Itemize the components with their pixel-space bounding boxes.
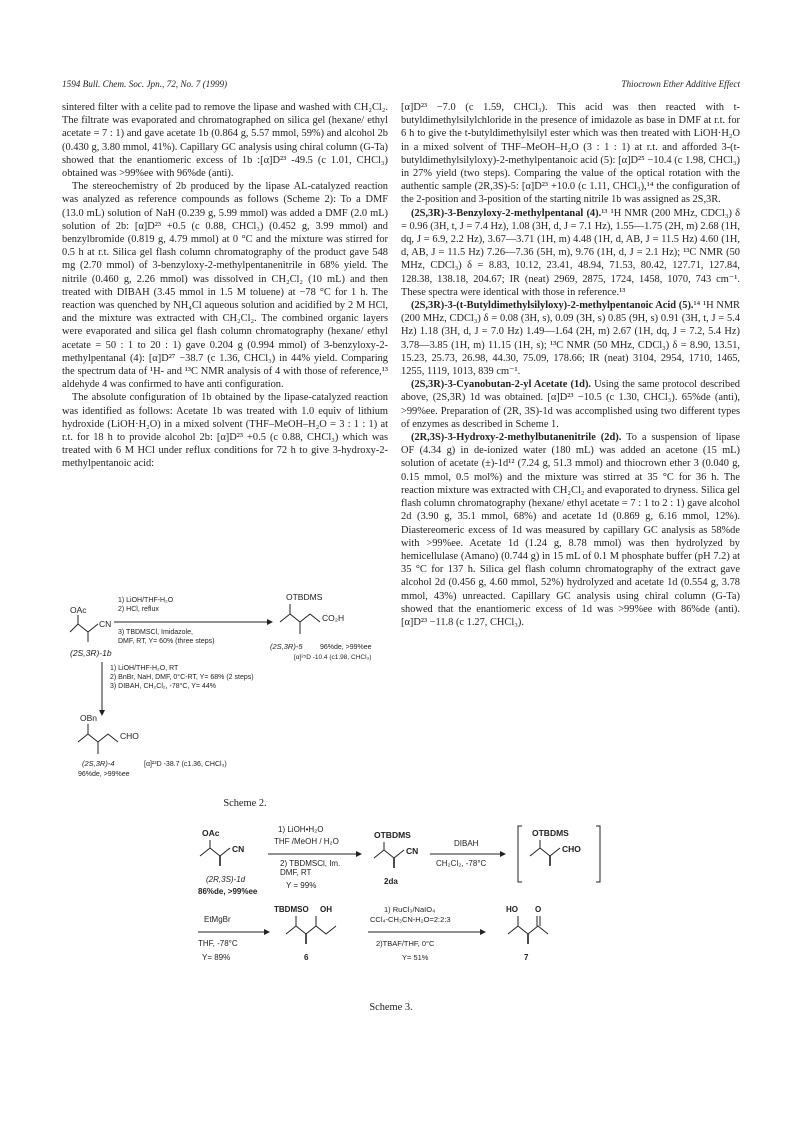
paragraph-text: ¹³ ¹H NMR (200 MHz, CDCl₃) δ = 0.96 (3H, t, J = 7.4 Hz), 1.08 (3H, d, J = 7.1 Hz), 1.55—1.75 (2H, m) 2.68 (1H, dq, J = 6.9, 2.2 Hz), 3.67—3.71 (1H, m) 4.48 (1H, d, AB, J = 11.5 Hz) 4.60 (1H, d, AB, J = 11.5 Hz) 7.26—7.36 (5H, m), 9.76 (1H, d, J = 2.1 Hz); ¹³C NMR (50 MHz, CDCl₃) δ = 8.83, 10.12, 23.41, 48.94, 71.53, 80.42, 127.71, 127.84, 128.38, 138.18, 204.67; IR (neat) 2969, 2875, 1724, 1458, 1070, 743 cm⁻¹. These spectra were identical with those in reference.¹³ — [401, 207, 740, 298]
compound-heading: (2S,3R)-3-(t-Butyldimethylsilyloxy)-2-methylpentanoic Acid (5). — [411, 300, 694, 312]
scheme3-int1-cn: CN — [406, 846, 419, 856]
scheme2-start-oac: OAc — [70, 605, 87, 615]
scheme3-step2-line1: DIBAH — [454, 839, 479, 848]
scheme-3 — [178, 822, 618, 1002]
scheme2-start-structure — [70, 605, 112, 658]
scheme3-start-purity: 86%de, >99%ee — [198, 887, 258, 896]
scheme3-int1-label: 2da — [384, 877, 398, 886]
scheme2-aldehyde-cho: CHO — [120, 731, 139, 741]
scheme3-product-ho: HO — [506, 905, 518, 914]
scheme3-start-oac: OAc — [202, 828, 220, 838]
scheme3-step4-yield: Y= 51% — [402, 953, 429, 962]
scheme2-step2-line2: 2) BnBr, NaH, DMF, 0°C-RT, Y= 68% (2 steps) — [110, 674, 254, 681]
scheme3-step1-yield: Y = 99% — [286, 881, 317, 890]
scheme2-step1-line2: 2) HCl, reflux — [118, 606, 159, 613]
paragraph-text: sintered filter with a celite pad to remove the lipase and washed with CH₂Cl₂. The filtrate was evaporated and chromatographed on silica gel (hexane/ ethyl acetate = 7 : 1) and gave acetate 1b (0.864 g, 5.57 mmol, 59%) and alcohol 2b (0.430 g, 3.80 mmol, 41%). Capillary GC analysis using chiral column (G-Ta) showed that the enantiomeric excess of 1b :[α]D²³ -49.5 (c 1.01, CHCl₃) obtained was >99%ee with 96%de (anti). — [62, 102, 388, 180]
scheme2-step2-line3: 3) DIBAH, CH₂Cl₂, -78°C, Y= 44% — [110, 683, 216, 690]
scheme3-step1-line4: DMF, RT — [280, 868, 312, 877]
scheme2-step1-line1: 1) LiOH/THF-H₂O — [118, 597, 174, 604]
scheme-3-caption: Scheme 3. — [369, 1002, 413, 1013]
paragraph-text: ¹⁴ ¹H NMR (200 MHz, CDCl₃) δ = 0.08 (3H, s), 0.09 (3H, s) 0.85 (9H, s) 0.91 (3H, t, J = 5.4 Hz) 1.18 (3H, d, J = 7.0 Hz) 1.49—1.64 (2H, m) 2.67 (1H, dq, J = 7.2, 5.4 Hz) 3.78—3.85 (1H, m) 11.15 (1H, s); ¹³C NMR (50 MHz, CDCl₃) δ = 8.90, 13.51, 15.23, 25.73, 26.98, 44.30, 75.09, 178.66; IR (neat) 3104, 2954, 1710, 1465, 1255, 1119, 1013, 839 cm⁻¹. — [401, 300, 740, 378]
scheme2-step1-line3: 3) TBDMSCl, Imidazole, — [118, 629, 193, 636]
scheme3-step1-line2: THF /MeOH / H₂O — [274, 837, 339, 846]
scheme3-step4-line2: CCl₄-CH₃CN-H₂O=2:2:3 — [370, 915, 451, 924]
compound-heading: (2S,3R)-3-Cyanobutan-2-yl Acetate (1d). — [411, 379, 592, 391]
scheme3-int3-tbdmso: TBDMSO — [274, 905, 309, 914]
scheme2-acid-otbdms: OTBDMS — [286, 592, 323, 602]
scheme3-step3-line2: THF, -78°C — [198, 939, 238, 948]
scheme3-int3-structure — [274, 905, 336, 962]
scheme-2-caption: Scheme 2. — [223, 798, 267, 809]
scheme2-aldehyde-purity: 96%de, >99%ee — [78, 771, 130, 778]
paragraph-text: Using the same protocol described above, (2S,3R) 1d was obtained. [α]D²³ −10.5 (c 1.30, CHCl₃). 65%de (anti), >99%ee. Preparation of (2R, 3S)-1d was accomplished using two different types of enzymes as described in Scheme 1. — [401, 379, 741, 430]
scheme3-step4-line3: 2)TBAF/THF, 0°C — [376, 939, 435, 948]
compound-heading: (2R,3S)-3-Hydroxy-2-methylbutanenitrile (2d). — [411, 432, 622, 444]
scheme2-start-cn: CN — [99, 619, 112, 629]
scheme3-step3-line1: EtMgBr — [204, 915, 231, 924]
scheme3-product-o: O — [535, 905, 542, 914]
left-column — [62, 101, 388, 471]
scheme3-int2-otbdms: OTBDMS — [532, 828, 569, 838]
scheme3-product-label: 7 — [524, 953, 529, 962]
scheme3-int3-oh: OH — [320, 905, 332, 914]
scheme2-aldehyde-obn: OBn — [80, 713, 98, 723]
scheme2-acid-structure — [270, 592, 372, 661]
scheme3-start-label: (2R,3S)-1d — [206, 875, 246, 884]
page-header — [62, 79, 740, 93]
scheme3-step1-line1: 1) LiOH•H₂O — [278, 825, 324, 834]
scheme3-int1-structure — [374, 830, 418, 886]
scheme2-step2-line1: 1) LiOH/THF-H₂O, RT — [110, 665, 179, 672]
scheme3-int3-label: 6 — [304, 953, 309, 962]
scheme3-product-structure — [506, 905, 548, 962]
page-info: 1594 Bull. Chem. Soc. Jpn., 72, No. 7 (1999) — [62, 79, 228, 89]
scheme2-aldehyde-rotation: [α]²³D -38.7 (c1.36, CHCl₃) — [144, 761, 227, 768]
paragraph-text: To a suspension of lipase OF (4.34 g) in de-ionized water (180 mL) was added an acetone (15 mL) solution of acetate (±)-1d¹² (7.24 g, 51.3 mmol) and thiocrown ether 3 (0.040 g, 0.15 mmol, 0.5 mol%) and the mixture was stirred at 35 °C for 36 h. The reaction mixture was extracted with CH₂Cl₂ and evaporated to dryness. Silica gel flash column chromatography (hexane/ ethyl acetate = 7 : 1 to 2 : 1) gave alcohol 2d (3.90 g, 35.1 mmol, 68%) and acetate 1d (0.869 g, 6.16 mmol, 12%). Diastereomeric excess of 1d was measured by capillary GC analysis as 58%de with >99%ee. Acetate 1d (1.24 g, 8.78 mmol) was then hydrolyzed by hemicellulase (Amano) (0.744 g) in 15 mL of 0.1 M phosphate buffer (pH 7.2) at 35 °C for 137 h. Silica gel flash column chromatography of the extract gave alcohol 2d (0.456 g, 4.60 mmol, 52%) hydrolyzed and acetate 1d (0.554 g, 3.78 mmol, 43%) unreacted. Capillary GC analysis using chiral column (G-Ta) showed that the enantiomeric excess of 1d was >99%ee with 86%de (anti). [α]D²³ −11.8 (c 1.27, CHCl₃). — [401, 432, 740, 628]
paragraph — [401, 431, 740, 629]
paragraph — [401, 207, 740, 299]
paragraph-text: The stereochemistry of 2b produced by the lipase AL-catalyzed reaction was analyzed as reference compounds as follows (Scheme 2): To a DMF (13.0 mL) solution of NaH (0.239 g, 5.99 mmol) was added a DMF (2.0 mL) solution of 2b: [α]D²³ +0.5 (c 0.88, CHCl₃) (0.452 g, 3.99 mmol) and benzylbromide (0.819 g, 4.79 mmol) at 0 °C and the mixture was stirred for 0.5 h at r.t. Silica gel flash column chromatography of the product gave 548 mg (2.70 mmol) of 3-benzyloxy-2-methylpentanenitrile in 68% yield. The nitrile (0.460 g, 2.26 mmol) was dissolved in CH₂Cl₂ (10 mL) and then treated with DIBAH (3.45 mmol in 1.5 M toluene) at −78 °C for 1 h. The reaction was quenched by NH₄Cl aqueous solution and acidified by 2 M HCl, and the mixture was extracted with CH₂Cl₂. The combined organic layers were evaporated and silica gel flash column chromatography (hexane/ ethyl acetate = 50 : 1 to 20 : 1) gave 0.204 g (0.994 mmol) of 3-benzyloxy-2-methylpentanal (4): [α]D²⁷ −38.7 (c 1.36, CHCl₃) in 44% yield. Comparing the spectrum data of ¹H- and ¹³C NMR analysis of 4 with those of reference,¹³ aldehyde 4 was confirmed to have anti configuration. — [62, 181, 388, 391]
scheme2-acid-rotation: [α]²⁵D -10.4 (c1.98, CHCl₃) — [294, 654, 372, 661]
scheme2-aldehyde-label: (2S,3R)-4 — [82, 759, 115, 768]
paragraph-text: [α]D²³ −7.0 (c 1.59, CHCl₃). This acid was then reacted with t-butyldimethylsilylchloride in the presence of imidazole as base in DMF at r.t. for 6 h to give the t-butyldimethylsilyl ester which was then treated with LiOH·H₂O in a mixed solvent of THF–MeOH–H₂O (3 : 1 : 1) at r.t. and afforded 3-(t-butyldimethylsilyloxy)-2-methylpentanoic acid (5): [α]D²⁵ −10.4 (c 1.98, CHCl₃) in 27% yield (two steps). Comparing the value of the optical rotation with the authentic sample (2R,3S)-5: [α]D²³ +10.0 (c 1.11, CHCl₃),¹⁴ the configuration of the 2-position and 3-position of the starting nitrile 1b was assigned as 2S,3R. — [401, 102, 740, 206]
scheme3-int2-structure — [518, 826, 600, 882]
scheme3-step3-yield: Y= 89% — [202, 953, 231, 962]
scheme-2 — [62, 578, 392, 778]
paragraph — [62, 180, 388, 391]
scheme2-start-label: (2S,3R)-1b — [70, 648, 112, 658]
compound-heading: (2S,3R)-3-Benzyloxy-2-methylpentanal (4). — [411, 207, 602, 219]
running-title: Thiocrown Ether Additive Effect — [621, 79, 740, 89]
scheme3-step1-line3: 2) TBDMSCl, Im. — [280, 859, 341, 868]
scheme3-int2-cho: CHO — [562, 844, 581, 854]
scheme3-start-cn: CN — [232, 844, 245, 854]
scheme3-int1-otbdms: OTBDMS — [374, 830, 411, 840]
paragraph — [401, 378, 740, 431]
scheme2-aldehyde-structure — [78, 713, 227, 778]
scheme3-start-structure — [198, 828, 258, 896]
paragraph-text: The absolute configuration of 1b obtained by the lipase-catalyzed reaction was identified as follows: Acetate 1b was treated with 1.0 equiv of lithium hydroxide (LiOH·H₂O) in a mixed solvent (THF–MeOH–H₂O = 3 : 1 : 1) at r.t. for 18 h to provide alcohol 2b: [α]D²³ +0.5 (c 0.88, CHCl₃) which was treated with 6 M HCl under reflux conditions for 72 h to give 3-hydroxy-2-methylpentanoic acid: — [62, 392, 388, 470]
scheme2-acid-purity: 96%de, >99%ee — [320, 644, 372, 651]
paragraph — [401, 299, 740, 378]
scheme2-acid-co2h: CO₂H — [322, 613, 345, 623]
paragraph — [401, 101, 740, 207]
scheme3-step2-line2: CH₂Cl₂, -78°C — [436, 859, 487, 868]
paragraph — [62, 391, 388, 470]
scheme2-step1-line4: DMF, RT, Y= 60% (three steps) — [118, 638, 215, 645]
scheme2-acid-label: (2S,3R)-5 — [270, 642, 303, 651]
right-column — [401, 101, 740, 629]
paragraph — [62, 101, 388, 180]
scheme3-step4-line1: 1) RuCl₃/NaIO₄ — [384, 905, 436, 914]
